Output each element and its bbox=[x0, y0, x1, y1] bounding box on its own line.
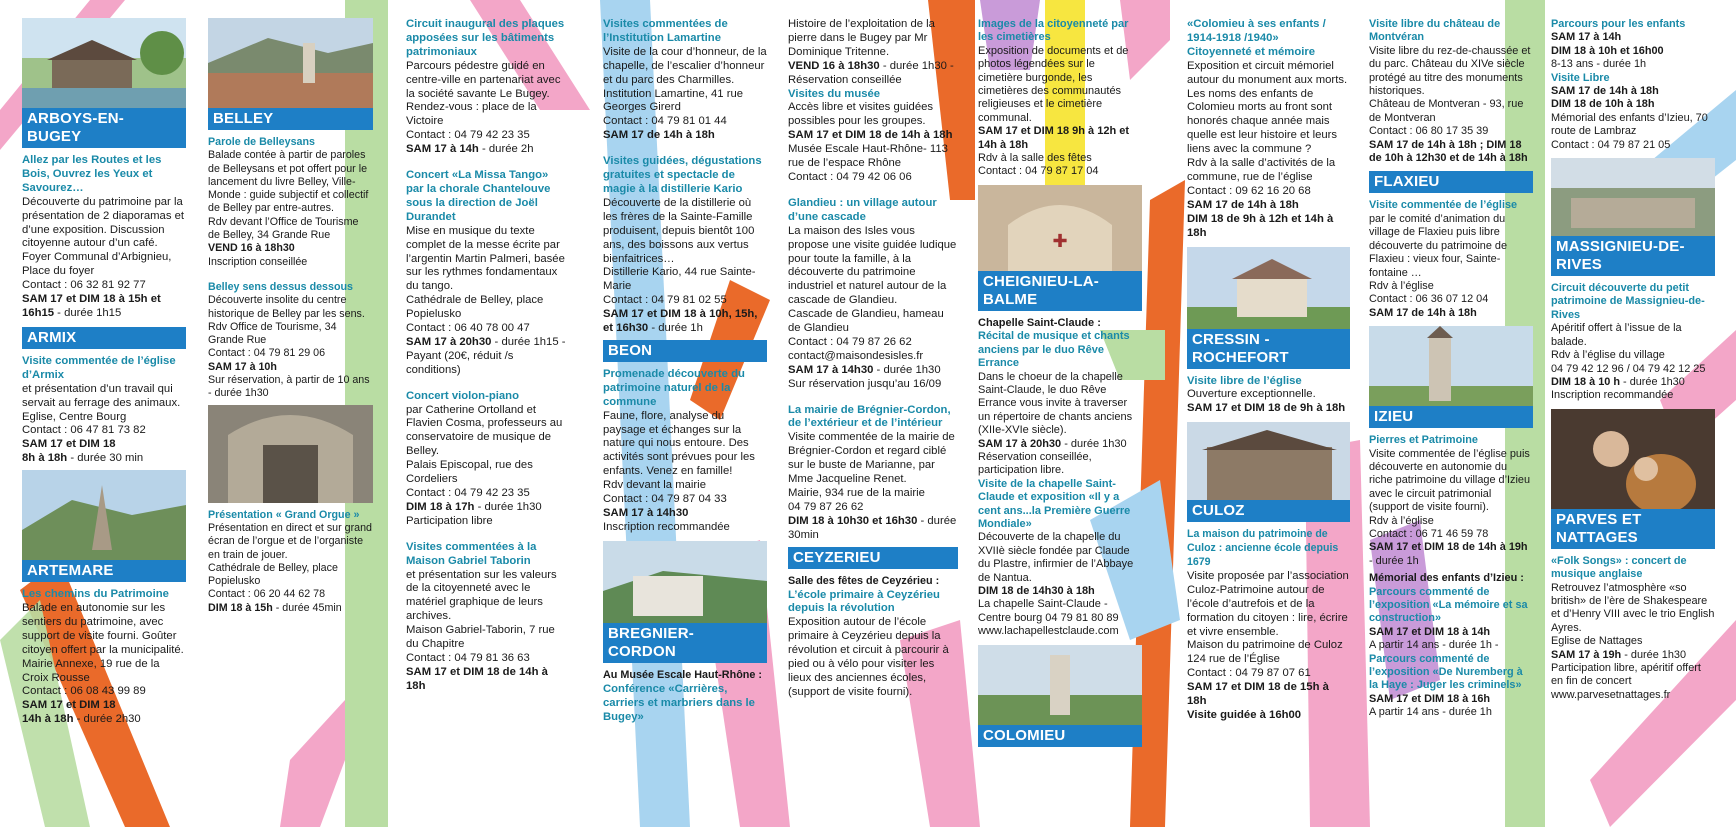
photo-belley bbox=[208, 18, 373, 118]
event-schedule: SAM 17 et DIM 18 de 14h à 18h bbox=[406, 665, 548, 692]
event-schedule: DIM 18 à 10h30 et 16h30 bbox=[788, 514, 918, 527]
event-location: Institution Lamartine, 41 rue Georges Girerd bbox=[603, 87, 744, 114]
event-venue: Mémorial des enfants d’Izieu : bbox=[1369, 572, 1524, 585]
event-location: Maison Gabriel-Taborin, 7 rue du Chapitre bbox=[406, 624, 555, 651]
event-location: Rdv à l’église bbox=[1369, 279, 1434, 292]
event-website[interactable]: www.lachapellestclaude.com bbox=[978, 625, 1119, 638]
commune-banner-culoz: CULOZ bbox=[1187, 500, 1350, 522]
event-title: Récital de musique et chants anciens par le duo Rêve Errance bbox=[978, 330, 1130, 370]
event-title: La mairie de Brégnier-Cordon, de l’extérieur et de l’intérieur bbox=[788, 403, 951, 430]
event-description: Visite libre du rez-de-chaussée et du parc. Château du XIVe siècle protégé au titre des monuments historiques. bbox=[1369, 44, 1531, 98]
event-title: Circuit découverte du petit patrimoine de Massignieu-de-Rives bbox=[1551, 282, 1705, 321]
event-subtitle: Citoyenneté et mémoire bbox=[1187, 45, 1316, 58]
event-description: Ouverture exceptionnelle. bbox=[1187, 388, 1316, 401]
event-schedule: VEND 16 à 18h30 bbox=[788, 59, 880, 72]
event-contact: Contact : 06 36 07 12 04 bbox=[1369, 293, 1489, 306]
event-contact: Contact : 06 20 44 62 78 bbox=[208, 588, 326, 601]
event-title: Visites guidées, dégustations gratuites et spectacle de magie à la distillerie Kario bbox=[603, 155, 762, 195]
event-title: Concert violon-piano bbox=[406, 389, 519, 402]
event-duration: - durée 1h15 - Payant (20€, réduit /s conditions) bbox=[406, 335, 566, 376]
event-schedule: SAM 17 à 10h bbox=[208, 360, 277, 373]
commune-banner-ceyzerieu: CEYZERIEU bbox=[788, 547, 958, 569]
event-title: Visites commentées à la Maison Gabriel Taborin bbox=[406, 540, 537, 567]
event-location: Rendez-vous : place de la Victoire bbox=[406, 101, 537, 128]
event-duration: - durée 2h bbox=[478, 143, 534, 156]
event-location: Mairie Annexe, 19 rue de la Croix Rousse bbox=[22, 657, 160, 684]
event-duration: - durée 2h30 bbox=[73, 713, 141, 726]
event-schedule: DIM 18 de 14h30 à 18h bbox=[978, 585, 1095, 597]
event-contact: Contact : 06 47 81 73 82 bbox=[22, 424, 146, 437]
event-duration: - durée 1h30 bbox=[1621, 648, 1687, 661]
event-schedule: SAM 17 et DIM 18 de 9h à 18h bbox=[1187, 402, 1346, 415]
event-schedule: SAM 17 et DIM 18 de 15h à 18h bbox=[1187, 681, 1329, 708]
column-2 bbox=[208, 18, 373, 615]
photo-arboys bbox=[22, 18, 186, 118]
event-location: Distillerie Kario, 44 rue Sainte-Marie bbox=[603, 266, 756, 293]
ribbon-pink bbox=[280, 700, 345, 827]
event-schedule: SAM 17 et DIM 18 à 10h, 15h, et 16h30 bbox=[603, 308, 758, 335]
event-location: Maison du patrimoine de Culoz 124 rue de l’Église bbox=[1187, 639, 1343, 666]
event-contact: Contact : 04 79 87 21 05 bbox=[1551, 138, 1671, 151]
event-location: Mémorial des enfants d’Izieu, 70 route de Lambraz bbox=[1551, 111, 1708, 138]
event-description: Visite commentée de l’église puis découverte en autonomie du riche patrimoine du village d’Izieu avec le circuit patrimonial (support de visite fourni). bbox=[1369, 447, 1531, 514]
event-description: et présentation sur les valeurs de la citoyenneté avec le matériel graphique de leurs archives. bbox=[406, 568, 557, 623]
event-note: A partir 14 ans - durée 1h bbox=[1369, 706, 1492, 719]
event-note: A partir 14 ans - durée 1h - bbox=[1369, 639, 1499, 652]
event-contact: Contact : 06 32 81 92 77 bbox=[22, 279, 146, 292]
event-duration: - durée 1h30 bbox=[1061, 437, 1127, 450]
event-contact: Contact : 04 79 81 36 63 bbox=[406, 651, 530, 664]
event-title: Pierres et Patrimoine bbox=[1369, 434, 1478, 447]
column-5 bbox=[788, 18, 958, 700]
event-schedule: SAM 17 de 14h à 18h bbox=[1369, 306, 1477, 319]
event-contact: Contact : 04 79 87 04 33 bbox=[603, 493, 727, 506]
event-duration: - durée 1h30 - Réservation conseillée bbox=[788, 59, 954, 86]
event-title: Parcours pour les enfants bbox=[1551, 18, 1686, 30]
event-title: Visite de la chapelle Saint-Claude et exposition «Il y a cent ans...la Première Guerre Mondiale» bbox=[978, 477, 1131, 530]
column-3 bbox=[406, 18, 566, 694]
event-description: Présentation en direct et sur grand écran de l’orgue et de l’organiste en train de jouer. bbox=[208, 521, 372, 561]
event-location: Cathédrale de Belley, place Popielusko bbox=[406, 294, 544, 321]
event-note: Inscription recommandée bbox=[603, 520, 730, 533]
commune-banner-armix: ARMIX bbox=[22, 327, 186, 349]
event-contact: Contact : 04 79 42 23 35 bbox=[406, 129, 530, 142]
event-location: Château de Montveran - 93, rue de Montveran bbox=[1369, 98, 1524, 124]
event-schedule: SAM 17 de 14h à 18h bbox=[1551, 85, 1659, 98]
commune-banner-bregnier: BREGNIER- CORDON bbox=[603, 623, 767, 663]
event-title: Visite commentée de l’église d’Armix bbox=[22, 354, 176, 381]
event-description: Exposition autour de l’école primaire à Ceyzérieu depuis la révolution et circuit à parcourir à pied ou à vélo pour visiter les lieux des anciennes écoles, (support de visite fourni). bbox=[788, 616, 949, 698]
photo-parves bbox=[1551, 409, 1715, 519]
event-schedule: SAM 17 et DIM 18 de 14h à 18h bbox=[788, 129, 953, 142]
photo-culoz bbox=[1187, 422, 1350, 510]
event-description: par le comité d’animation du village de Flaxieu puis libre découverte du patrimoine de Flaxieu : vieux four, Sainte-fontaine … bbox=[1369, 212, 1508, 279]
event-schedule: DIM 18 à 10 h bbox=[1551, 375, 1621, 388]
column-8 bbox=[1369, 18, 1533, 720]
event-schedule: DIM 18 à 15h bbox=[208, 601, 273, 614]
event-schedule: SAM 17 de 14h à 18h bbox=[1187, 198, 1299, 211]
commune-banner-belley: BELLEY bbox=[208, 108, 373, 130]
event-contact: Contact : 04 79 42 23 35 bbox=[406, 487, 530, 499]
event-contact: Contact : 06 08 43 99 89 bbox=[22, 685, 146, 698]
event-schedule: DIM 18 à 17h bbox=[406, 500, 475, 513]
event-note: Inscription recommandée bbox=[1551, 389, 1674, 402]
event-note: 8-13 ans - durée 1h bbox=[1551, 58, 1647, 71]
event-schedule: SAM 17 à 14h30 bbox=[788, 363, 874, 376]
column-6 bbox=[978, 18, 1142, 753]
event-description: Faune, flore, analyse du paysage et échanges sur la nature qui nous entoure. Des activités sont prévues pour les enfants. Venez en famille! bbox=[603, 409, 755, 478]
event-location: Rdv à l’église bbox=[1369, 514, 1434, 527]
event-contact: Contact : 04 79 81 02 55 bbox=[603, 294, 727, 307]
event-contact: 04 79 42 12 96 / 04 79 42 12 25 bbox=[1551, 362, 1706, 375]
event-location: La chapelle Saint-Claude - Centre bourg 04 79 81 80 89 bbox=[978, 598, 1119, 624]
column-4 bbox=[603, 18, 767, 724]
event-contact: Contact : 06 80 17 35 39 bbox=[1369, 125, 1489, 138]
event-description: Découverte de la distillerie où les frères de la Sainte-Famille produisent, depuis bientôt 100 ans, des boissons aux vertus bienfaitrices… bbox=[603, 196, 755, 265]
event-description: Histoire de l’exploitation de la pierre dans le Bugey par Mr Dominique Tritenne. bbox=[788, 18, 935, 58]
event-schedule: DIM 18 de 9h à 12h et 14h à 18h bbox=[1187, 212, 1334, 239]
event-title: Promenade découverte du patrimoine naturel de la commune bbox=[603, 367, 745, 408]
event-title: Concert «La Missa Tango» par la chorale Chantelouve sous la direction de Joël Durandet bbox=[406, 169, 551, 223]
commune-banner-artemare: ARTEMARE bbox=[22, 560, 186, 582]
event-title: Visite commentée de l’église bbox=[1369, 199, 1518, 212]
event-description: par Catherine Ortolland et Flavien Cosma, professeurs au conservatoire de musique de Belley. bbox=[406, 403, 563, 458]
event-description: Parcours pédestre guidé en centre-ville en partenariat avec la société savante Le Bugey. bbox=[406, 59, 561, 100]
commune-banner-cressin: CRESSIN - ROCHEFORT bbox=[1187, 329, 1350, 369]
event-schedule: SAM 17 à 14h30 bbox=[603, 507, 689, 519]
event-contact: Contact : 04 79 42 06 06 bbox=[788, 170, 912, 183]
event-contact: Contact : 04 79 87 07 61 bbox=[1187, 667, 1311, 680]
event-title: Visites du musée bbox=[788, 87, 881, 100]
event-location: Eglise, Centre Bourg bbox=[22, 410, 127, 423]
event-schedule: SAM 17 de 14h à 18h bbox=[603, 129, 715, 142]
event-location: Rdv à la salle d’activités de la commune, rue de l’église bbox=[1187, 157, 1336, 183]
event-schedule: SAM 17 et DIM 18 bbox=[22, 699, 116, 712]
photo-cressin bbox=[1187, 247, 1350, 339]
event-schedule: VEND 16 à 18h30 bbox=[208, 242, 295, 255]
event-schedule: 8h à 18h bbox=[22, 452, 68, 465]
commune-banner-izieu: IZIEU bbox=[1369, 406, 1533, 428]
event-location: Cathédrale de Belley, place Popielusko bbox=[208, 561, 338, 588]
photo-grand-orgue bbox=[208, 405, 373, 503]
event-duration: - durée 1h bbox=[1369, 554, 1419, 567]
column-9 bbox=[1551, 18, 1715, 702]
event-title: Images de la citoyenneté par les cimetières bbox=[978, 18, 1129, 44]
event-title: «Colomieu à ses enfants / 1914-1918 /1940» bbox=[1187, 18, 1326, 44]
event-description: Exposition de documents et de photos légendées sur le cimetière burgonde, les cimetières des communautés religieuses et le cimetière communal. bbox=[978, 44, 1129, 124]
event-description: Découverte du patrimoine par la présentation de 2 diaporamas et d’une exposition. Discussion citoyenne autour d’un café. bbox=[22, 195, 185, 250]
event-location: Palais Episcopal, rue des Cordeliers bbox=[406, 459, 533, 486]
event-title: Allez par les Routes et les Bois, Ouvrez les Yeux et Savourez… bbox=[22, 154, 162, 194]
event-contact: Contact : 09 62 16 20 68 bbox=[1187, 184, 1311, 197]
column-7 bbox=[1187, 18, 1350, 723]
event-schedule: DIM 18 de 10h à 18h bbox=[1551, 98, 1655, 111]
event-title: Parcours commenté de l’exposition «La mémoire et sa construction» bbox=[1369, 585, 1528, 625]
event-description: La maison des Isles vous propose une visite guidée ludique pour toute la famille, à la découverte du patrimoine industriel et naturel autour de la cascade de Glandieu. bbox=[788, 224, 957, 307]
photo-bregnier bbox=[603, 541, 767, 633]
event-title: Visite libre de l’église bbox=[1187, 374, 1302, 387]
event-title: L’école primaire à Ceyzérieu depuis la révolution bbox=[788, 588, 940, 615]
commune-banner-colomieu: COLOMIEU bbox=[978, 725, 1142, 747]
event-note: Sur réservation, à partir de 10 ans - durée 1h30 bbox=[208, 374, 370, 400]
event-schedule: SAM 17 et DIM 18 bbox=[22, 438, 116, 451]
event-description: Visite de la cour d’honneur, de la chapelle, de l’escalier d’honneur et du parc des Charmilles. bbox=[603, 45, 767, 86]
event-location: Rdv à l’église du village bbox=[1551, 349, 1665, 362]
event-schedule: SAM 17 à 14h bbox=[406, 143, 479, 156]
event-schedule: SAM 17 à 20h30 bbox=[406, 335, 492, 348]
event-venue: Chapelle Saint-Claude : bbox=[978, 316, 1101, 329]
event-location: Rdv devant la mairie bbox=[603, 479, 706, 492]
event-description: et présentation d’un travail qui servait au ferrage des animaux. bbox=[22, 382, 181, 409]
event-schedule: SAM 17 et DIM 18 de 14h à 19h bbox=[1369, 541, 1528, 554]
event-description: Apéritif offert à l’issue de la balade. bbox=[1551, 322, 1682, 348]
event-schedule: 14h à 18h bbox=[22, 713, 74, 726]
photo-chapelle bbox=[978, 185, 1142, 281]
event-contact: Contact : 04 79 87 26 62 bbox=[788, 335, 912, 348]
commune-banner-beon: BEON bbox=[603, 340, 767, 362]
event-schedule: SAM 17 à 14h bbox=[1551, 31, 1622, 44]
event-location: Foyer Communal d’Arbignieu, Place du foyer bbox=[22, 251, 172, 278]
event-note: Sur réservation jusqu’au 16/09 bbox=[788, 377, 942, 390]
event-contact: 04 79 87 26 62 bbox=[788, 500, 864, 513]
event-schedule: SAM 17 de 14h à 18h ; DIM 18 de 10h à 12h30 et de 14h à 18h bbox=[1369, 138, 1528, 165]
event-website[interactable]: www.parvesetnattages.fr bbox=[1551, 688, 1671, 701]
event-venue: Au Musée Escale Haut-Rhône : bbox=[603, 668, 762, 681]
photo-massignieu bbox=[1551, 158, 1715, 246]
event-title: Belley sens dessus dessous bbox=[208, 280, 353, 293]
event-title: Visite libre du château de Montvéran bbox=[1369, 18, 1501, 44]
event-duration: - durée 1h bbox=[648, 322, 703, 335]
event-title: Visite Libre bbox=[1551, 71, 1610, 84]
event-note: Visite guidée à 16h00 bbox=[1187, 709, 1302, 721]
event-title: Glandieu : un village autour d’une cascade bbox=[788, 196, 937, 223]
event-title: Présentation « Grand Orgue » bbox=[208, 508, 360, 521]
event-duration: - durée 1h30 bbox=[873, 363, 941, 376]
event-note: Participation libre bbox=[406, 514, 493, 527]
event-description: Balade contée à partir de paroles de Belleysans et pot offert pour le lancement du livre Belley, Ville-Monde : guide subjectif et collectif de Belley par entre-autres. bbox=[208, 149, 369, 215]
event-duration: - durée 1h30 bbox=[1620, 375, 1685, 388]
event-email: contact@maisondesisles.fr bbox=[788, 349, 924, 362]
commune-banner-cheignieu: CHEIGNIEU-LA-BALME bbox=[978, 271, 1142, 311]
event-duration: - durée 1h15 bbox=[54, 306, 122, 319]
event-schedule: SAM 17 à 19h bbox=[1551, 648, 1622, 661]
commune-banner-flaxieu: FLAXIEU bbox=[1369, 171, 1533, 193]
event-location: Eglise de Nattages bbox=[1551, 635, 1643, 648]
commune-banner-parves: PARVES ET NATTAGES bbox=[1551, 509, 1715, 549]
event-description: Exposition et circuit mémoriel autour du monument aux morts. Les noms des enfants de Colomieu morts au front sont honorés chaque année mais quelle est leur histoire et leurs liens avec la commune ? bbox=[1187, 59, 1348, 156]
event-duration: - durée 45min bbox=[272, 601, 342, 614]
event-note: Réservation conseillée, participation libre. bbox=[978, 450, 1092, 477]
event-title: Les chemins du Patrimoine bbox=[22, 588, 169, 601]
event-description: Accès libre et visites guidées possibles pour les groupes. bbox=[788, 101, 934, 128]
event-location: Musée Escale Haut-Rhône- 113 rue de l’espace Rhône bbox=[788, 143, 948, 170]
event-title: «Folk Songs» : concert de musique anglaise bbox=[1551, 554, 1687, 581]
event-schedule: SAM 17 et DIM 18 à 14h bbox=[1369, 625, 1491, 638]
event-venue: Salle des fêtes de Ceyzérieu : bbox=[788, 574, 940, 587]
event-description: Visite proposée par l’association Culoz-Patrimoine autour de l’école d’autrefois et de la formation du citoyen : lire, écrire et vivre ensemble. bbox=[1187, 569, 1349, 638]
event-description: Balade en autonomie sur les sentiers du patrimoine, avec support de visite fourni. Goûter citoyen offert par la municipalité. bbox=[22, 602, 184, 656]
event-title: Parcours commenté de l’exposition «De Nuremberg à la Haye : Juger les criminels» bbox=[1369, 652, 1523, 692]
event-description: Retrouvez l’atmosphère «so british» de l’ère de Shakespeare et d’Henry VIII avec le trio English Ayres. bbox=[1551, 581, 1715, 634]
event-title: Visites commentées de l’Institution Lamartine bbox=[603, 18, 728, 44]
event-note: Participation libre, apéritif offert en fin de concert bbox=[1551, 661, 1701, 688]
event-schedule: SAM 17 et DIM 18 à 15h et 16h15 bbox=[22, 293, 161, 319]
svg-text:✚: ✚ bbox=[1052, 230, 1068, 252]
event-contact: Contact : 04 79 87 17 04 bbox=[978, 165, 1099, 178]
event-contact: Contact : 04 79 81 01 44 bbox=[603, 115, 727, 128]
event-schedule: SAM 17 à 20h30 bbox=[978, 437, 1062, 450]
photo-colomieu bbox=[978, 645, 1142, 735]
event-duration: - durée 30min bbox=[788, 514, 957, 541]
event-contact: Contact : 06 71 46 59 78 bbox=[1369, 527, 1489, 540]
event-contact: Contact : 04 79 81 29 06 bbox=[208, 347, 326, 360]
event-location: Rdv devant l’Office de Tourisme de Belley, 34 Grande Rue bbox=[208, 215, 359, 242]
column-1 bbox=[22, 18, 186, 727]
event-duration: - durée 1h30 bbox=[474, 500, 542, 513]
event-location: Rdv à la salle des fêtes bbox=[978, 152, 1092, 165]
commune-banner-arboys: ARBOYS-EN- BUGEY bbox=[22, 108, 186, 148]
event-note: Inscription conseillée bbox=[208, 255, 308, 268]
event-schedule: SAM 17 et DIM 18 à 16h bbox=[1369, 692, 1491, 705]
event-title: Circuit inaugural des plaques apposées sur les bâtiments patrimoniaux bbox=[406, 18, 565, 58]
event-description: Découverte insolite du centre historique de Belley par les sens. bbox=[208, 294, 365, 320]
photo-izieu bbox=[1369, 326, 1533, 416]
event-description: Visite commentée de la mairie de Brégnier-Cordon et regard ciblé sur le buste de Marianne, par Mme Jacqueline Renet. bbox=[788, 431, 955, 486]
event-title: La maison du patrimoine de Culoz : ancienne école depuis 1679 bbox=[1187, 528, 1339, 569]
event-location: Cascade de Glandieu, hameau de Glandieu bbox=[788, 308, 944, 335]
event-description: Mise en musique du texte complet de la messe écrite par l’argentin Martin Palmeri, basée sur les rythmes fondamentaux du tango. bbox=[406, 224, 565, 293]
event-location: Rdv Office de Tourisme, 34 Grande Rue bbox=[208, 320, 337, 347]
event-schedule: SAM 17 et DIM 18 9h à 12h et 14h à 18h bbox=[978, 125, 1129, 151]
event-description: Découverte de la chapelle du XVIIè siècle fondée par Claude du Plastre, infirmier de l’Abbaye de Nantua. bbox=[978, 531, 1134, 584]
event-contact: Contact : 06 40 78 00 47 bbox=[406, 322, 530, 335]
event-title: Parole de Belleysans bbox=[208, 136, 315, 148]
event-location: Mairie, 934 rue de la mairie bbox=[788, 487, 925, 499]
event-duration: - durée 30 min bbox=[67, 452, 144, 465]
event-schedule: DIM 18 à 10h et 16h00 bbox=[1551, 44, 1664, 57]
event-description: Dans le choeur de la chapelle Saint-Claude, le duo Rêve Errance vous invite à traverser un répertoire de chants anciens (XIIe-XVIe siècle). bbox=[978, 370, 1133, 437]
commune-banner-massignieu: MASSIGNIEU-DE-RIVES bbox=[1551, 236, 1715, 276]
photo-artemare bbox=[22, 470, 186, 570]
event-title: Conférence «Carrières, carriers et marbriers dans le Bugey» bbox=[603, 682, 755, 723]
